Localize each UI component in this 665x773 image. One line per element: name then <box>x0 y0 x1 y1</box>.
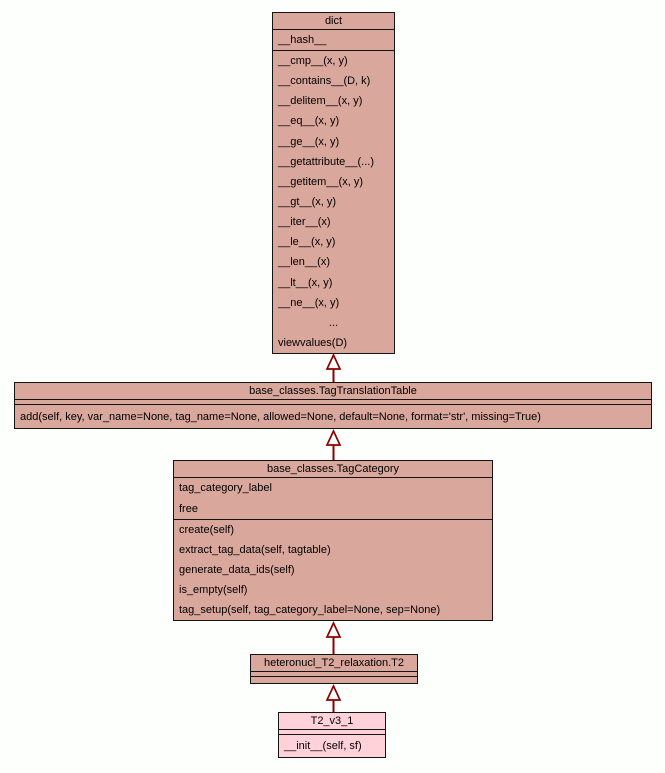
class-title: T2_v3_1 <box>279 713 385 730</box>
class-node-dict[interactable] <box>272 12 395 354</box>
class-title: heteronucl_T2_relaxation.T2 <box>251 655 417 672</box>
method-row: __delitem__(x, y) <box>278 95 363 108</box>
class-node-heteronucl-t2[interactable] <box>250 654 418 684</box>
attribute-row: tag_category_label <box>179 482 272 495</box>
method-row: __cmp__(x, y) <box>278 55 348 68</box>
methods-compartment <box>15 405 651 428</box>
method-row: __le__(x, y) <box>278 236 336 249</box>
inheritance-arrow <box>327 623 340 654</box>
attributes-compartment <box>273 30 394 51</box>
method-row: __len__(x) <box>278 256 330 269</box>
method-row: __ge__(x, y) <box>278 135 340 148</box>
class-title: base_classes.TagCategory <box>174 461 492 478</box>
methods-compartment-empty <box>251 677 417 683</box>
attribute-row: __hash__ <box>278 34 327 46</box>
method-row: extract_tag_data(self, tagtable) <box>179 544 331 556</box>
inheritance-arrow <box>327 355 340 382</box>
methods-compartment <box>279 735 385 757</box>
method-row: __gt__(x, y) <box>278 196 337 209</box>
ellipsis-row: ... <box>328 316 339 329</box>
method-row: __init__(self, sf) <box>284 740 362 752</box>
class-node-tag-category[interactable] <box>173 460 493 621</box>
inheritance-arrow <box>327 431 340 460</box>
method-row: __getattribute__(...) <box>278 155 375 168</box>
inheritance-arrow <box>327 686 340 712</box>
attributes-compartment <box>174 478 492 520</box>
methods-compartment <box>174 520 492 620</box>
methods-compartment <box>273 51 394 353</box>
method-row: viewvalues(D) <box>278 337 348 350</box>
method-row: __iter__(x) <box>278 216 331 229</box>
method-row: add(self, key, var_name=None, tag_name=None, allowed=None, default=None, format='str', missing=True) <box>20 410 541 423</box>
method-row: __ne__(x, y) <box>278 296 340 309</box>
method-row: __getitem__(x, y) <box>278 175 363 188</box>
method-row: create(self) <box>179 524 235 536</box>
method-row: tag_setup(self, tag_category_label=None, sep=None) <box>179 604 441 616</box>
class-title: dict <box>273 13 394 30</box>
attribute-row: free <box>179 502 198 515</box>
class-node-t2-v3-1[interactable] <box>278 712 386 758</box>
method-row: __lt__(x, y) <box>278 276 333 289</box>
method-row: __eq__(x, y) <box>278 115 340 128</box>
class-title: base_classes.TagTranslationTable <box>15 383 651 400</box>
method-row: generate_data_ids(self) <box>179 564 295 576</box>
method-row: is_empty(self) <box>179 584 248 596</box>
method-row: __contains__(D, k) <box>278 75 371 88</box>
class-node-tag-translation-table[interactable] <box>14 382 652 429</box>
